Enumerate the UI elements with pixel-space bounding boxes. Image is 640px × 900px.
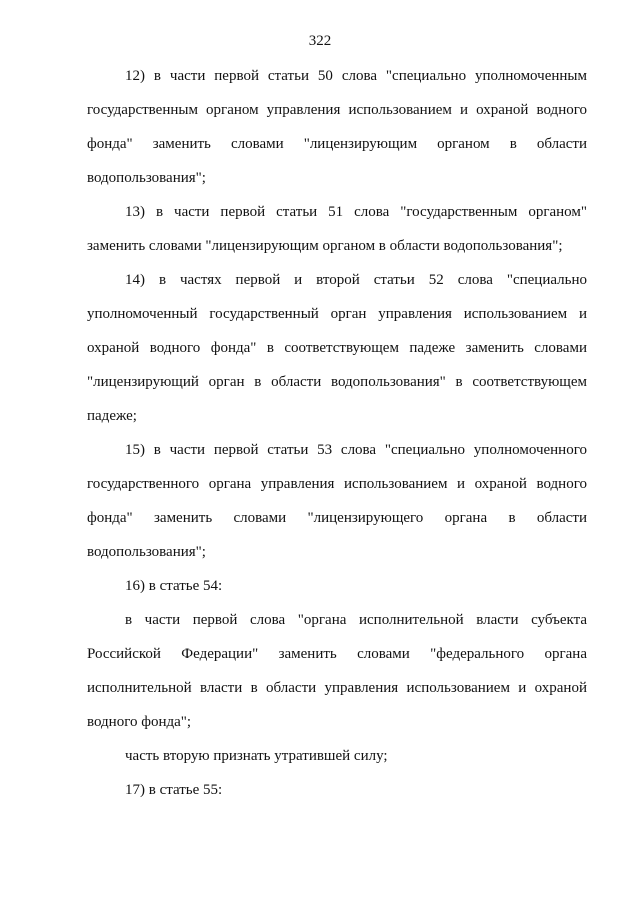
paragraph-item-15 (87, 433, 587, 569)
text-line: водопользования"; (87, 544, 206, 560)
text-line: государственным органом управления использованием и охраной водного (87, 102, 587, 118)
document-body (87, 59, 587, 807)
text-line: охраной водного фонда" в соответствующем падеже заменить словами (87, 340, 587, 356)
text-line: водопользования"; (87, 170, 206, 186)
text-line: в части первой слова "органа исполнительной власти субъекта (125, 612, 587, 628)
text-line: часть вторую признать утратившей силу; (125, 748, 388, 764)
text-line: 12) в части первой статьи 50 слова "специально уполномоченным (125, 68, 587, 84)
text-line: 13) в части первой статьи 51 слова "государственным органом" (125, 204, 587, 220)
text-line: фонда" заменить словами "лицензирующим органом в области (87, 136, 587, 152)
text-line: Российской Федерации" заменить словами "федерального органа (87, 646, 587, 662)
text-line: 16) в статье 54: (125, 578, 223, 594)
text-line: 15) в части первой статьи 53 слова "специально уполномоченного (125, 442, 587, 458)
paragraph-item-17 (87, 773, 587, 807)
paragraph-item-12 (87, 59, 587, 195)
paragraph-item-16-part-two (87, 739, 587, 773)
text-line: уполномоченный государственный орган управления использованием и (87, 306, 587, 322)
text-line: исполнительной власти в области управления использованием и охраной (87, 680, 587, 696)
text-line: заменить словами "лицензирующим органом в области водопользования"; (87, 238, 563, 254)
paragraph-item-16 (87, 569, 587, 603)
paragraph-item-14 (87, 263, 587, 433)
text-line: падеже; (87, 408, 137, 424)
text-line: государственного органа управления использованием и охраной водного (87, 476, 587, 492)
text-line: "лицензирующий орган в области водопользования" в соответствующем (87, 374, 587, 390)
text-line: 14) в частях первой и второй статьи 52 слова "специально (125, 272, 587, 288)
page-number: 322 (308, 33, 332, 49)
paragraph-item-13 (87, 195, 587, 263)
text-line: водного фонда"; (87, 714, 192, 730)
text-line: 17) в статье 55: (125, 782, 223, 798)
paragraph-item-16-part-one (87, 603, 587, 739)
text-line: фонда" заменить словами "лицензирующего органа в области (87, 510, 587, 526)
